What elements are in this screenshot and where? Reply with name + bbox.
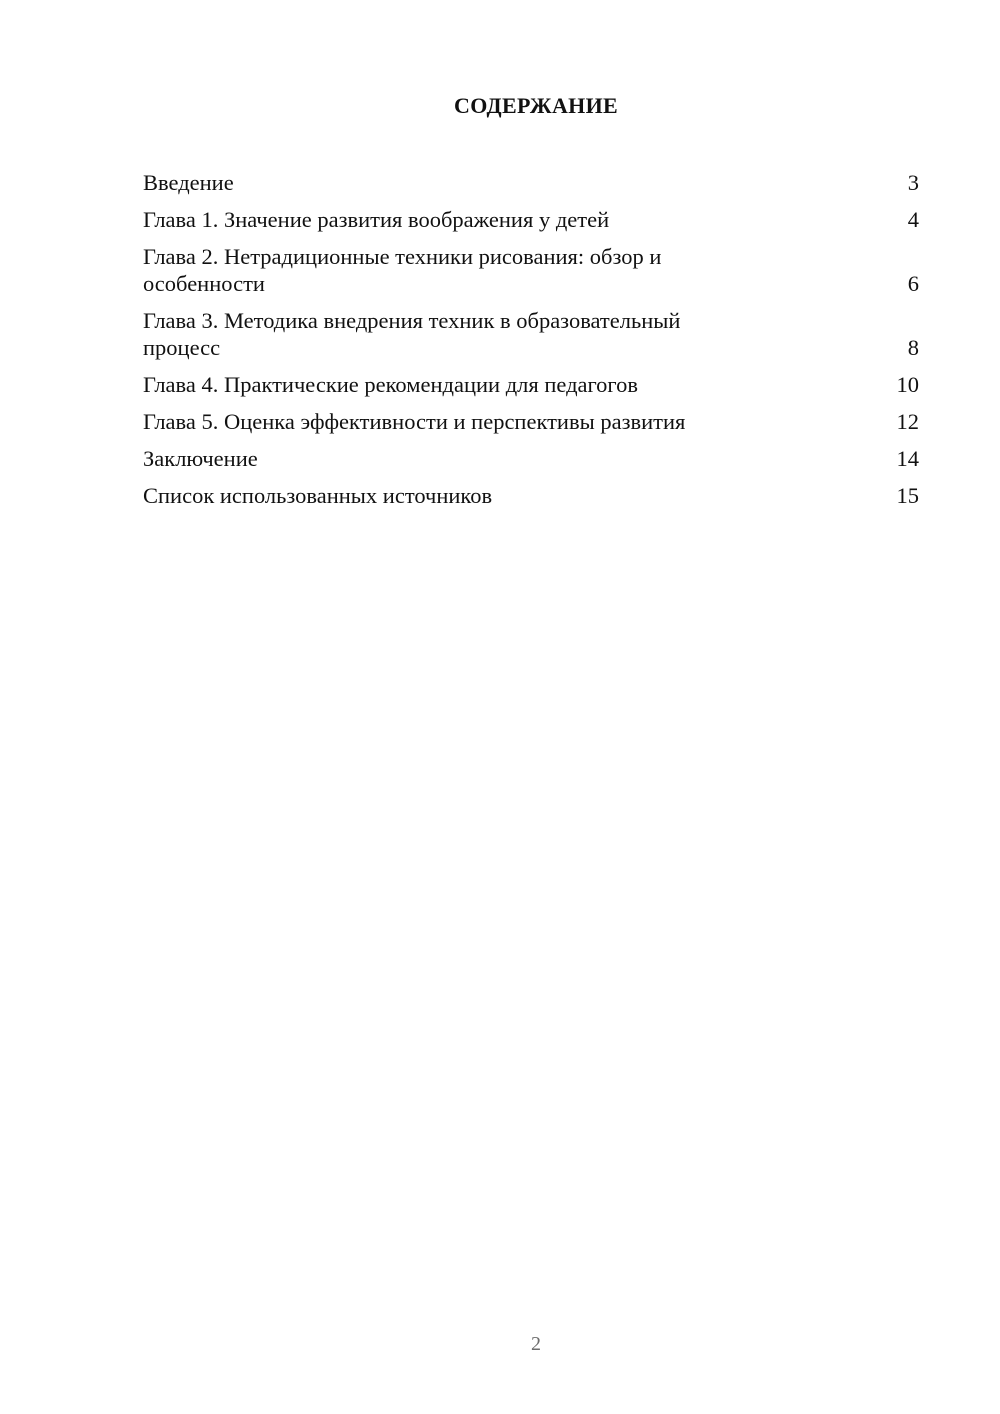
toc-entry-conclusion	[143, 445, 919, 472]
toc-entry-text: Глава 5. Оценка эффективности и перспективы развития	[143, 409, 686, 434]
toc-entry-text: Глава 2. Нетрадиционные техники рисования: обзор и особенности	[143, 244, 662, 296]
toc-entry-chapter-1	[143, 206, 919, 233]
toc-entry-page: 6	[907, 271, 919, 296]
toc-entry-introduction	[143, 169, 919, 196]
toc-entry-chapter-3	[143, 307, 919, 361]
toc-entry-page: 10	[896, 372, 919, 397]
toc-entry-page: 12	[896, 409, 919, 434]
toc-entry-chapter-4	[143, 371, 919, 398]
toc-entry-page: 15	[896, 483, 919, 508]
toc-entry-text: Глава 4. Практические рекомендации для педагогов	[143, 372, 638, 397]
page-title: СОДЕРЖАНИЕ	[454, 93, 618, 118]
toc-entry-text: Глава 1. Значение развития воображения у детей	[143, 207, 610, 232]
toc-entry-page: 4	[907, 207, 919, 232]
toc-entry-text: Список использованных источников	[143, 483, 493, 508]
toc-entry-chapter-2	[143, 243, 919, 297]
toc-entry-references	[143, 482, 919, 509]
toc-entry-page: 14	[896, 446, 919, 471]
toc-entry-chapter-5	[143, 408, 919, 435]
toc-entry-text: Заключение	[143, 446, 258, 471]
table-of-contents	[143, 169, 919, 519]
toc-entry-text: Введение	[143, 170, 234, 195]
page-number: 2	[531, 1333, 541, 1355]
toc-entry-page: 8	[907, 335, 919, 360]
toc-entry-page: 3	[907, 170, 919, 195]
toc-entry-text: Глава 3. Методика внедрения техник в образовательный процесс	[143, 308, 681, 360]
